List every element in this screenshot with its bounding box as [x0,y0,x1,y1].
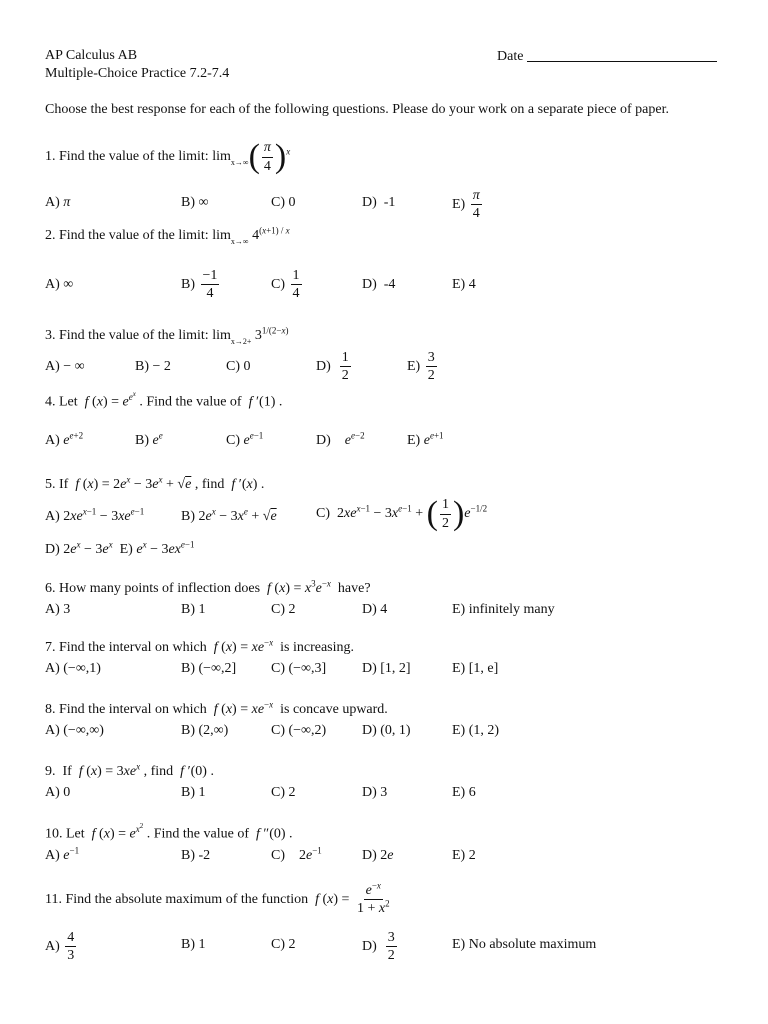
question-8-choice-b: B) (2,∞) [181,723,229,738]
question-7-choice-d: D) [1, 2] [362,661,411,676]
question-11-prompt: 11. Find the absolute maximum of the function f (x) = $\frac{e^{-x}}{1 + x^2}$ [45,880,390,917]
question-3-prompt: 3. Find the value of the limit: $\lim_{x\to 2+} 3^{1/(2-x)}$ [45,325,289,346]
date-field [497,49,717,64]
question-9-choice-d: D) 3 [362,785,388,800]
question-5-choice-b: B) $2e^x - 3x^e + √e$ [181,506,277,524]
course-title: AP Calculus AB [45,48,138,63]
question-6-choice-e: E) infinitely many [452,602,555,617]
question-10-choice-b: B) -2 [181,848,211,863]
question-1-choice-a: A) π [45,195,71,210]
question-10-prompt: 10. Let f $(x) = e^{x^2}$ . Find the value of f ″(0) . [45,822,293,842]
question-5-choice-d: D) $2e^x - 3e^x$ E) $e^x - 3ex^{e-1}$ [45,539,195,557]
date-blank-line [527,49,717,62]
question-11-choice-e: E) No absolute maximum [452,937,597,952]
question-2-choice-c: C) $\frac{1}{4}$ [271,268,300,302]
question-7-choice-a: A) (−∞,1) [45,661,101,676]
question-9-choice-a: A) 0 [45,785,71,800]
question-3-choice-e: E) $\frac{3}{2}$ [407,350,435,384]
question-1-prompt: 1. Find the value of the limit: $\lim_{x\to\infty}$( $\frac{\pi}{4}$ )$^x$ [45,138,291,175]
question-9-prompt: 9. If f $(x) = 3xe^x$ , find f ′(0) . [45,761,214,779]
question-8-prompt: 8. Find the interval on which f $(x) = xe^{-x}$ is concave upward. [45,699,388,717]
question-6-prompt: 6. How many points of inflection does f $(x) = x^3e^{-x}$ have? [45,578,371,596]
question-4-choice-a: A) $e^{e+2}$ [45,430,84,448]
question-4-prompt: 4. Let f $(x) = e^{e^x}$ . Find the value of f ′(1) . [45,390,283,410]
question-7-prompt: 7. Find the interval on which f $(x) = xe^{-x}$ is increasing. [45,637,354,655]
question-4-choice-e: E) $e^{e+1}$ [407,430,444,448]
question-10-choice-a: A) $e^{-1}$ [45,845,80,863]
question-10-choice-e: E) 2 [452,848,476,863]
question-2-choice-a: A) ∞ [45,277,74,292]
question-4-choice-b: B) $e^e$ [135,430,163,448]
question-9-choice-e: E) 6 [452,785,476,800]
question-11-choice-b: B) 1 [181,937,206,952]
question-7-choice-e: E) [1, e] [452,661,499,676]
question-2-choice-b: B) $\frac{-1}{4}$ [181,268,218,302]
question-7-choice-c: C) (−∞,3] [271,661,327,676]
question-6-choice-c: C) 2 [271,602,296,617]
question-8-choice-d: D) (0, 1) [362,723,411,738]
question-6-choice-a: A) 3 [45,602,71,617]
question-4-choice-d: D) $e^{e-2}$ [316,430,365,448]
question-8-choice-e: E) (1, 2) [452,723,500,738]
question-8-choice-c: C) (−∞,2) [271,723,327,738]
question-9-choice-c: C) 2 [271,785,296,800]
question-11-choice-a: A) $\frac{4}{3}$ [45,930,75,964]
question-2-prompt: 2. Find the value of the limit: $\lim_{x\to\infty} 4^{(x+1) / x}$ [45,225,290,246]
instructions: Choose the best response for each of the following questions. Please do your work on a separate piece of paper. [45,102,669,117]
question-10-choice-c: C) $2e^{-1}$ [271,845,322,863]
question-3-choice-c: C) 0 [226,359,251,374]
question-3-choice-b: B) − 2 [135,359,171,374]
question-3-choice-a: A) − ∞ [45,359,85,374]
question-2-choice-e: E) 4 [452,277,476,292]
question-1-choice-b: B) ∞ [181,195,209,210]
question-7-choice-b: B) (−∞,2] [181,661,237,676]
question-3-choice-d: D) $\frac{1}{2}$ [316,350,349,384]
question-5-choice-a: A) $2xe^{x-1} - 3xe^{e-1}$ [45,506,145,524]
question-11-choice-d: D) $\frac{3}{2}$ [362,930,395,964]
question-10-choice-d: D) 2e [362,848,394,863]
question-1-choice-d: D) -1 [362,195,396,210]
worksheet-subtitle: Multiple-Choice Practice 7.2-7.4 [45,66,230,81]
question-6-choice-b: B) 1 [181,602,206,617]
question-1-choice-c: C) 0 [271,195,296,210]
question-5-prompt: 5. If f $(x) = 2e^x - 3e^x + √e$ , find f ′(x) . [45,474,265,492]
question-11-choice-c: C) 2 [271,937,296,952]
question-1-choice-e: E) $\frac{\pi}{4}$ [452,188,480,222]
question-6-choice-d: D) 4 [362,602,388,617]
question-9-choice-b: B) 1 [181,785,206,800]
date-label: Date [497,49,524,64]
question-5-choice-c: C) $2xe^{x-1} - 3x^{e-1}$ + ( $\frac{1}{2}$ )$e^{-1/2}$ [316,495,488,532]
question-4-choice-c: C) $e^{e-1}$ [226,430,264,448]
question-2-choice-d: D) -4 [362,277,396,292]
question-8-choice-a: A) (−∞,∞) [45,723,104,738]
